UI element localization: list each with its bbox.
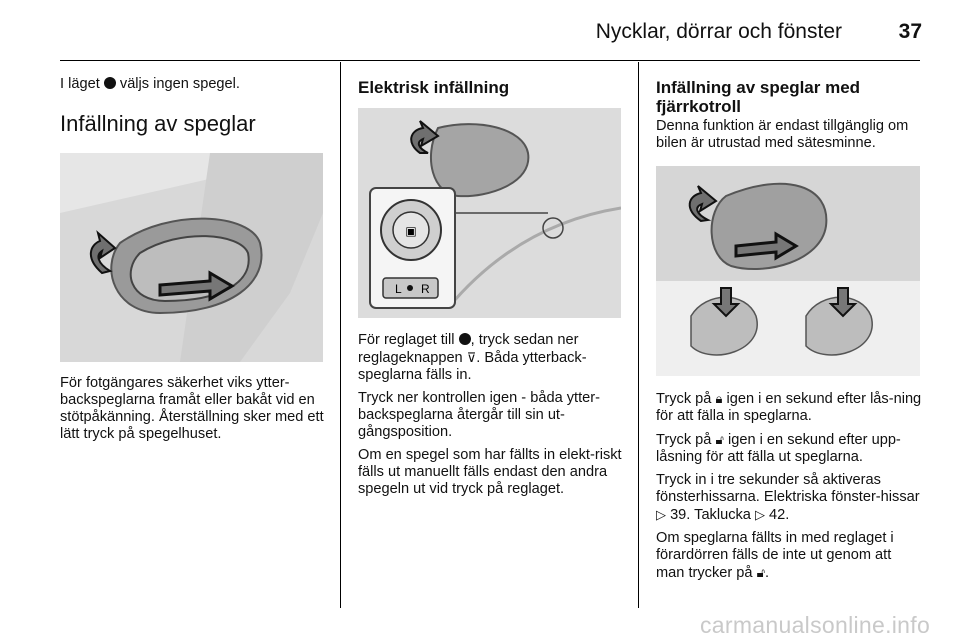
arrow-right-icon: ▷: [656, 507, 666, 522]
column-3-body: [656, 390, 922, 588]
mirror-fold-figure: [60, 153, 323, 362]
paragraph-lock: Tryck på 🔒︎ igen i en sekund efter lås-ning för att fälla in speglarna.: [656, 391, 922, 424]
page-number: 37: [898, 20, 922, 43]
section-heading: Infällning av speglar: [60, 111, 256, 136]
section-heading-electric: Elektrisk infällning: [358, 78, 510, 97]
arrow-right-icon: ▷: [754, 507, 765, 522]
column-2-body: [358, 332, 622, 504]
mirror-fold-icon: ⊽: [466, 350, 477, 365]
column-1-body: [60, 375, 324, 449]
unlock-icon: 🔓︎: [756, 565, 766, 580]
page-ref-39[interactable]: 39: [670, 507, 687, 523]
column-1: [60, 72, 324, 137]
lock-icon: 🔒︎: [715, 391, 723, 406]
mirror-illustration: [60, 153, 323, 362]
paragraph-note: Om speglarna fällts in med reglaget i förardörren fälls de inte ut genom att man trycker på 🔓︎.: [656, 530, 894, 581]
intro-text: I läget väljs ingen spegel.: [60, 76, 240, 92]
left-mirror-label: L: [395, 282, 402, 296]
watermark: carmanualsonline.info: [700, 612, 931, 638]
page-ref-42[interactable]: 42: [769, 507, 786, 523]
door-control-illustration: [358, 108, 621, 318]
paragraph-select: För reglaget till , tryck sedan ner reglageknappen ⊽. Båda ytterback-speglarna fälls in.: [358, 332, 587, 383]
remote-key-illustration: [656, 166, 920, 376]
column-2: [358, 72, 622, 97]
remote-subtitle: Denna funktion är endast tillgänglig om bilen är utrustad med sätesminne.: [656, 118, 909, 151]
column-divider-2: [638, 62, 639, 608]
paragraph-return: Tryck ner kontrollen igen - båda ytter-backspeglarna återgår till sin ut-gångsposition.: [358, 390, 600, 440]
page-header: [0, 0, 960, 60]
column-3: [656, 72, 922, 158]
paragraph-manual: Om en spegel som har fällts in elekt-riskt fälls ut manuellt fälls endast den andra spegeln ut vid tryck på reglaget.: [358, 447, 622, 497]
header-rule: [60, 60, 920, 61]
dot-icon: [459, 333, 471, 345]
svg-text:▣: ▣: [405, 224, 417, 238]
header-title: Nycklar, dörrar och fönster: [595, 20, 842, 43]
remote-fold-figure: [656, 166, 920, 376]
paragraph-windows: Tryck in i tre sekunder så aktiveras fönsterhissarna. Elektriska fönster-hissar ▷ 39. Taklucka ▷ 42.: [656, 472, 920, 523]
right-mirror-label: R: [421, 282, 430, 296]
column-divider-1: [340, 62, 341, 608]
unlock-icon: 🔓︎: [715, 432, 724, 447]
section-heading-remote: Infällning av speglar med fjärrkotroll: [656, 78, 861, 116]
paragraph-unlock: Tryck på 🔓︎ igen i en sekund efter upp-låsning för att fälla ut speglarna.: [656, 432, 901, 465]
safety-paragraph: För fotgängares säkerhet viks ytter-backspeglarna framåt eller bakåt vid en stötpåkänning. Återställning sker med ett lätt tryck på spegelhuset.: [60, 375, 324, 442]
electric-fold-figure: [358, 108, 621, 318]
dot-icon: [104, 77, 116, 89]
